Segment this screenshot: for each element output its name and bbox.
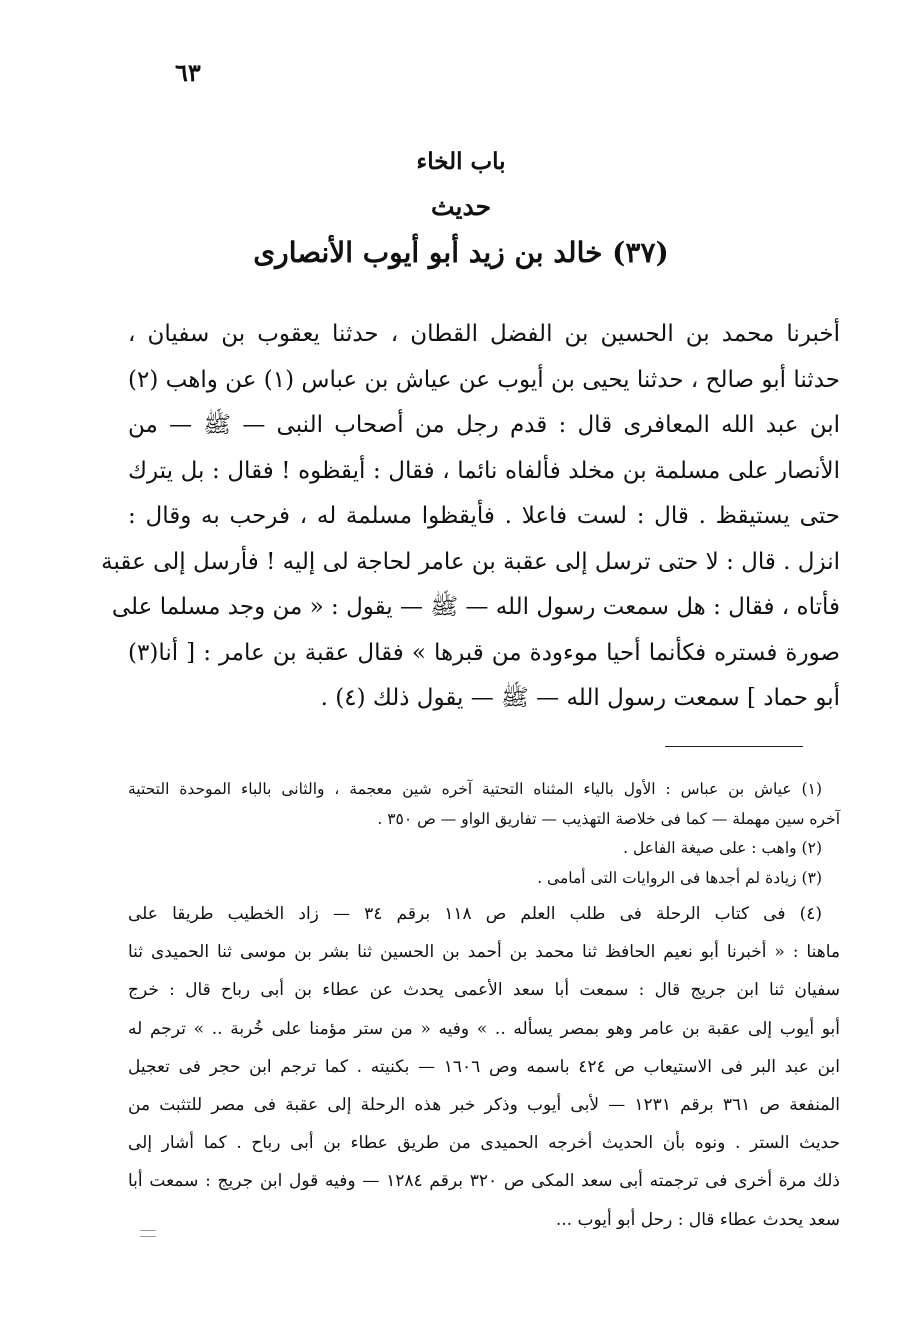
footnote-4-line: ماهنا : « أخبرنا أبو نعيم الحافظ ثنا محمد بن أحمد بن الحسين ثنا بشر بن موسى ثنا الحميدى ثنا xyxy=(128,942,840,963)
footnote-4-line: المنفعة ص ٣٦١ برقم ١٢٣١ — لأبى أيوب وذكر خبر هذه الرحلة إلى عقبة فى مصر للتثبت من xyxy=(128,1094,841,1115)
footnote-4-line: (٤) فى كتاب الرحلة فى طلب العلم ص ١١٨ برقم ٣٤ — زاد الخطيب طريقا على xyxy=(128,904,823,924)
footnote-1-line: آخره سين مهملة — كما فى خلاصة التهذيب — تفاريق الواو — ص ٣٥٠ . xyxy=(377,809,840,828)
body-line: حدثنا أبو صالح ، حدثنا يحيى بن أيوب عن عياش بن عباس (١) عن واهب (٢) xyxy=(128,366,840,393)
body-line: صورة فستره فكأنما أحيا موءودة من قبرها » فقال عقبة بن عامر : [ أنا(٣) xyxy=(128,639,840,666)
section-title: باب الخاء xyxy=(416,148,506,175)
hadith-body xyxy=(101,312,840,722)
footnote-4-line: سفيان ثنا ابن جريج قال : سمعت أبا سعد الأعمى يحدث عن عطاء بن أبى رباح قال : خرج xyxy=(128,980,840,1001)
body-line: فأتاه ، فقال : هل سمعت رسول الله — ﷺ — يقول : « من وجد مسلما على xyxy=(111,594,840,620)
footnotes xyxy=(128,775,840,1239)
footnote-4-line: أبو أيوب إلى عقبة بن عامر وهو بمصر يسأله .. » وفيه « من ستر مؤمنا على خُربة .. » ترجم له xyxy=(128,1018,840,1039)
footnote-3: (٣) زيادة لم أجدها فى الروايات التى أمامى . xyxy=(537,868,822,887)
chapter-title: (٣٧) خالد بن زيد أبو أيوب الأنصارى xyxy=(253,236,669,269)
footnote-4-line: حديث الستر . ونوه بأن الحديث أخرجه الحميدى من طريق عطاء بن أبى رباح . كما أشار إلى xyxy=(128,1133,840,1154)
hadith-title: حديث xyxy=(430,192,492,221)
footnote-1-line: (١) عياش بن عباس : الأول بالياء المثناه التحتية آخره شين معجمة ، والثانى بالباء الموحدة التحتية xyxy=(128,780,822,798)
footnote-4-line: ذلك مرة أخرى فى ترجمته أبى سعد المكى ص ٣٢٠ برقم ١٢٨٤ — وفيه قول ابن جريج : سمعت أبا xyxy=(128,1171,840,1192)
body-line: الأنصار على مسلمة بن مخلد فألفاه نائما ، فقال : أيقظوه ! فقال : بل يترك xyxy=(128,457,840,484)
body-line: انزل . قال : لا حتى ترسل إلى عقبة بن عامر لحاجة لى إليه ! فأرسل إلى عقبة xyxy=(101,548,840,575)
footnote-4-line: ابن عبد البر فى الاستيعاب ص ٤٢٤ باسمه وص ١٦٠٦ — بكنيته . كما ترجم ابن حجر فى تعجيل xyxy=(128,1056,840,1077)
page-continuation-mark xyxy=(140,1230,156,1237)
body-line: أخبرنا محمد بن الحسين بن الفضل القطان ، حدثنا يعقوب بن سفيان ، xyxy=(128,321,840,347)
body-line: حتى يستيقظ . قال : لست فاعلا . فأيقظوا مسلمة له ، فرحب به وقال : xyxy=(128,503,840,529)
footnote-divider xyxy=(665,746,803,747)
footnote-2: (٢) واهب : على صيغة الفاعل . xyxy=(623,839,822,857)
body-line: أبو حماد ] سمعت رسول الله — ﷺ — يقول ذلك (٤) . xyxy=(320,685,840,711)
page-number: ٦٣ xyxy=(175,58,201,87)
footnote-4-line: سعد يحدث عطاء قال : رحل أبو أيوب ... xyxy=(555,1209,840,1230)
body-line: ابن عبد الله المعافرى قال : قدم رجل من أصحاب النبى — ﷺ — من xyxy=(128,412,840,438)
